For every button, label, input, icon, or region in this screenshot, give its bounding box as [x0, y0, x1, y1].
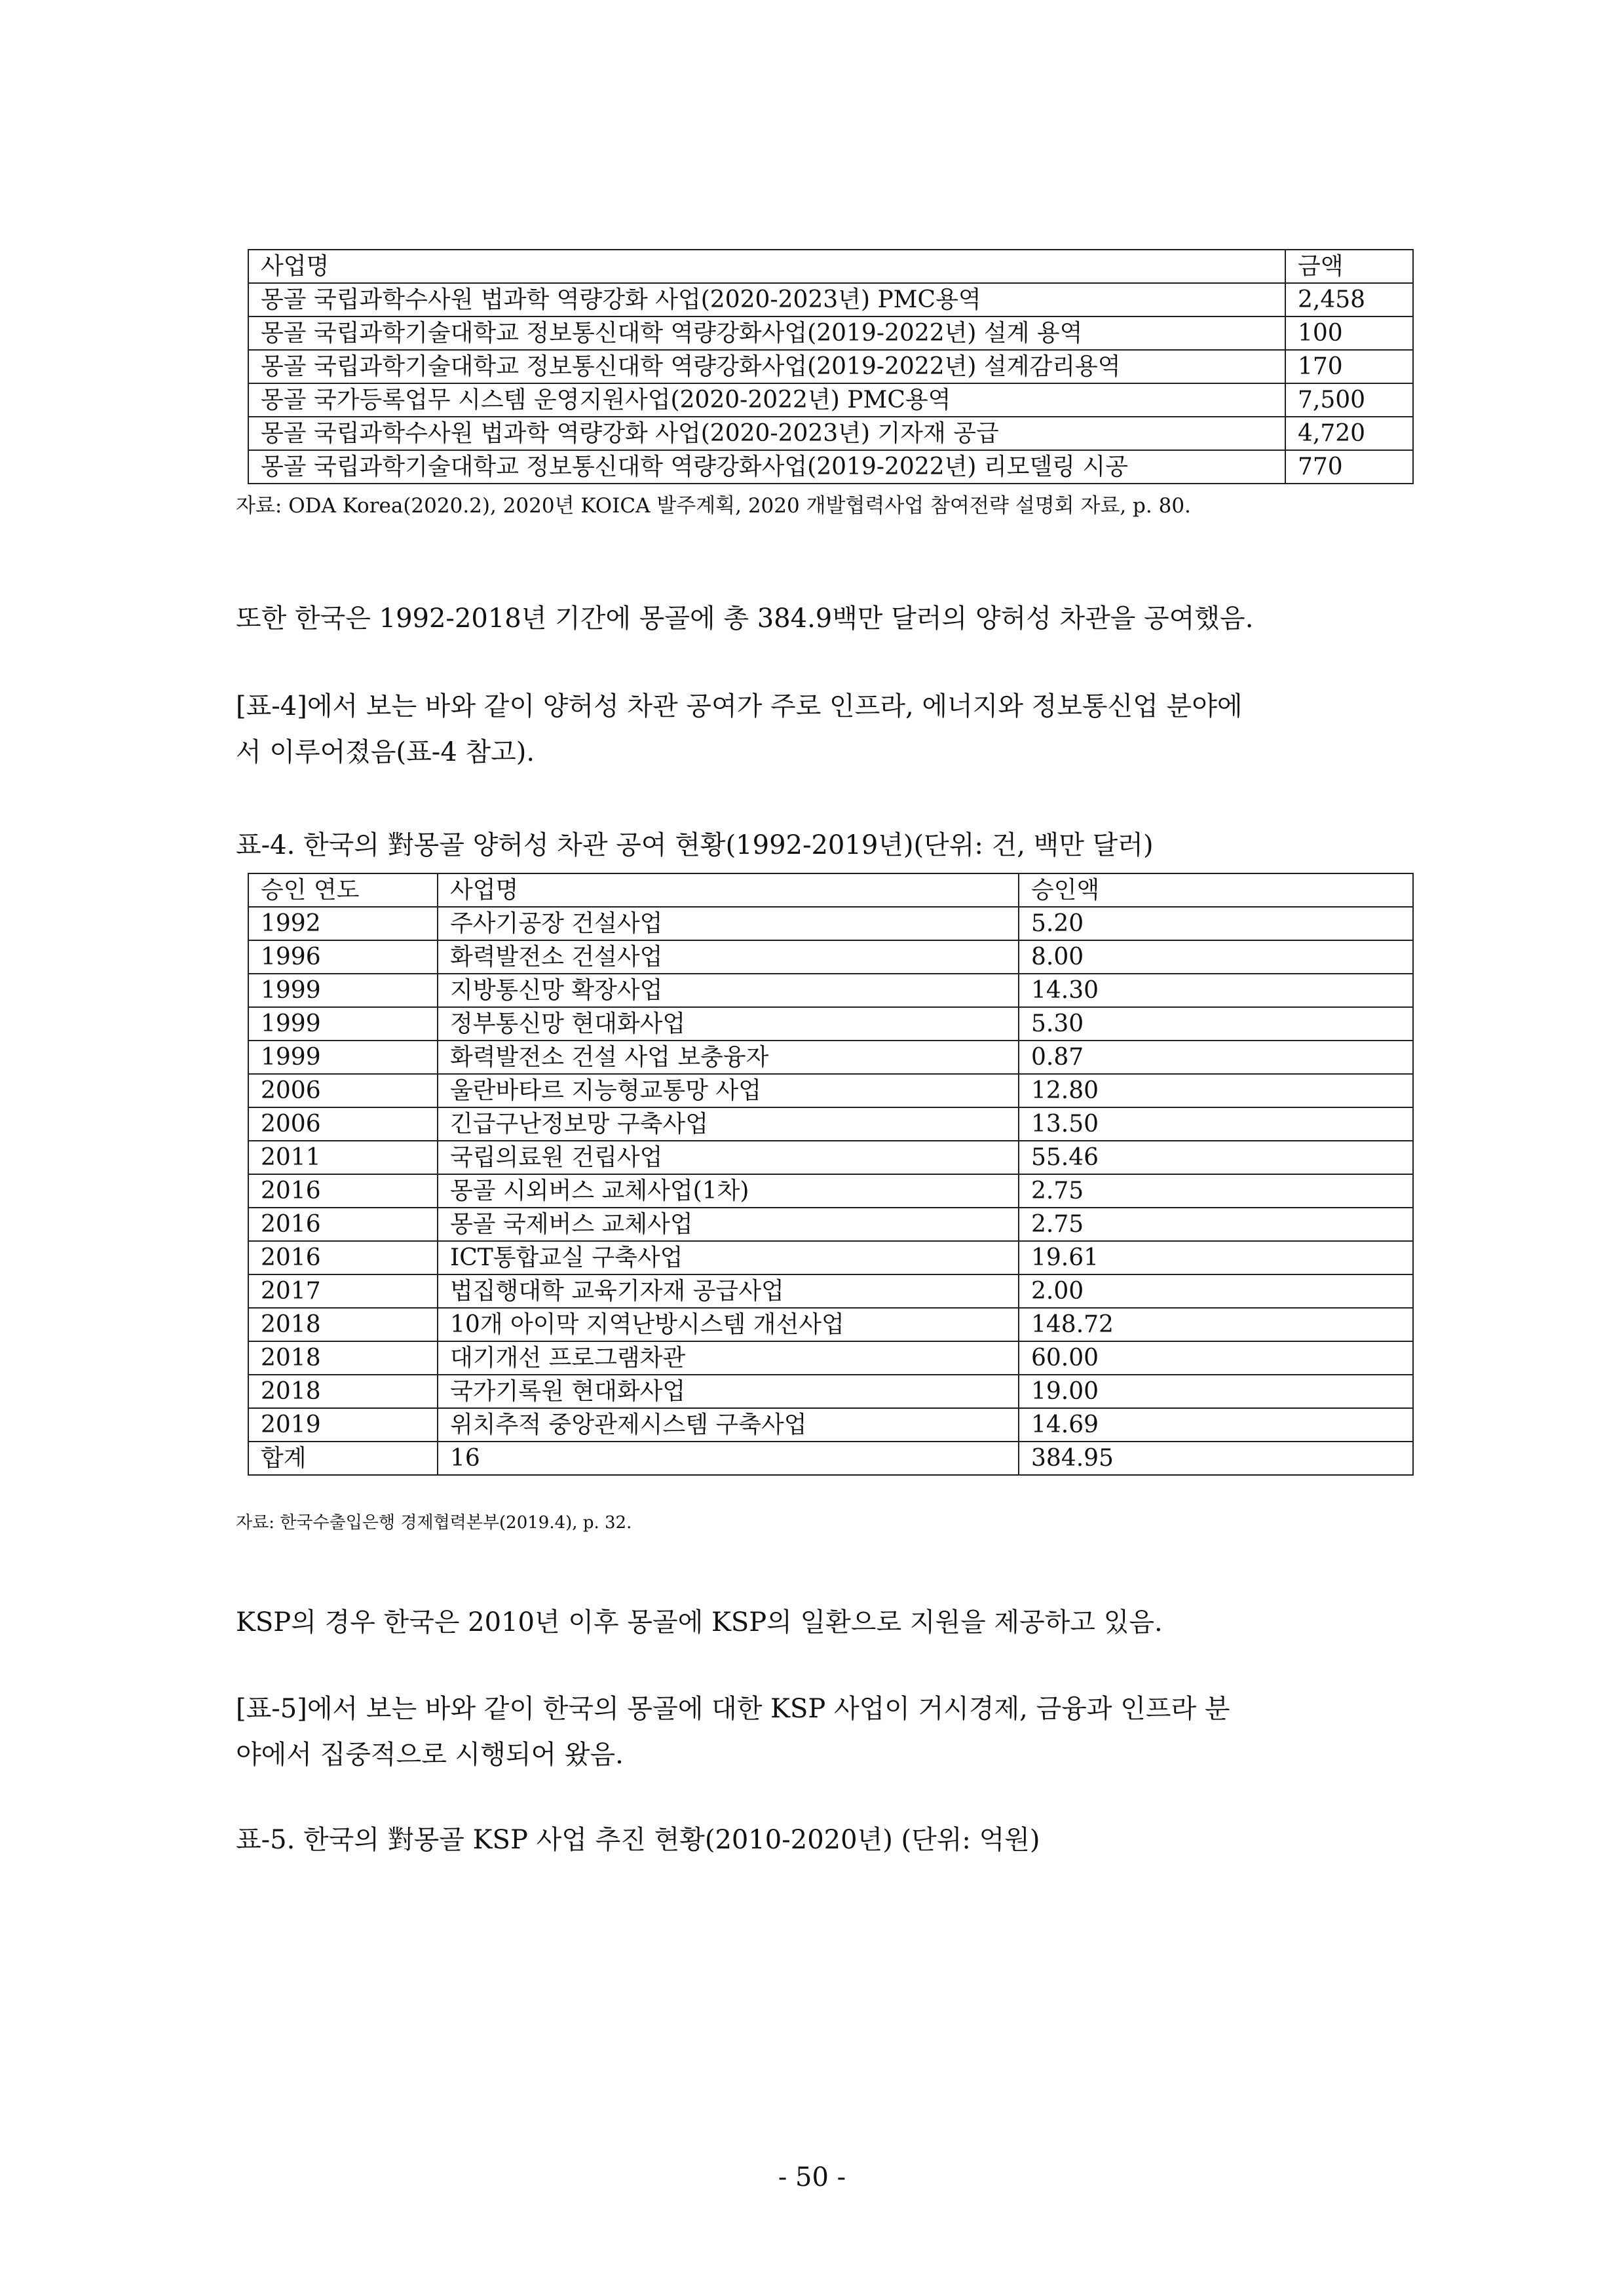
table-cell: 2016: [248, 1241, 438, 1274]
table-cell: 몽골 국제버스 교체사업: [438, 1208, 1019, 1241]
table-cell: 55.46: [1019, 1141, 1413, 1174]
table-row: [248, 1007, 1413, 1041]
table-row: [248, 1274, 1413, 1308]
table-cell: 몽골 국가등록업무 시스템 운영지원사업(2020-2022년) PMC용역: [248, 383, 1285, 417]
table-row: [248, 1442, 1413, 1475]
table-header-cell: 사업명: [438, 873, 1019, 907]
table-cell: 몽골 국립과학기술대학교 정보통신대학 역량강화사업(2019-2022년) 설계감리용역: [248, 350, 1285, 383]
table-cell: 2018: [248, 1375, 438, 1408]
paragraph-ksp-sectors-line1: [표-5]에서 보는 바와 같이 한국의 몽골에 대한 KSP 사업이 거시경제, 금융과 인프라 분: [236, 1694, 1230, 1724]
table-row: [248, 283, 1413, 316]
table-row: [248, 907, 1413, 940]
table-row: [248, 1141, 1413, 1174]
table-row: [248, 316, 1413, 350]
table-cell: 2.75: [1019, 1208, 1413, 1241]
table-cell: 14.69: [1019, 1408, 1413, 1442]
table-cell: 법집행대학 교육기자재 공급사업: [438, 1274, 1019, 1308]
table-row: [248, 1241, 1413, 1274]
table5-caption: 표-5. 한국의 對몽골 KSP 사업 추진 현황(2010-2020년) (단위: 억원): [236, 1825, 1040, 1855]
table-cell: 2.00: [1019, 1274, 1413, 1308]
table-cell: 2011: [248, 1141, 438, 1174]
table-cell: 2017: [248, 1274, 438, 1308]
table-cell: 화력발전소 건설 사업 보충융자: [438, 1041, 1019, 1074]
table-cell: 2.75: [1019, 1174, 1413, 1208]
table-cell: 1999: [248, 1007, 438, 1041]
page-number: - 50 -: [778, 2162, 846, 2192]
table-cell: 몽골 국립과학기술대학교 정보통신대학 역량강화사업(2019-2022년) 설계 용역: [248, 316, 1285, 350]
table-cell: 770: [1285, 450, 1413, 484]
table-row: [248, 974, 1413, 1007]
table-cell: 2006: [248, 1107, 438, 1141]
table-cell: 화력발전소 건설사업: [438, 940, 1019, 974]
table-cell: 19.61: [1019, 1241, 1413, 1274]
table-header-cell: 승인 연도: [248, 873, 438, 907]
table-cell: 대기개선 프로그램차관: [438, 1341, 1019, 1375]
table-cell: 몽골 국립과학수사원 법과학 역량강화 사업(2020-2023년) PMC용역: [248, 283, 1285, 316]
table-row: [248, 1208, 1413, 1241]
table-cell: 몽골 국립과학기술대학교 정보통신대학 역량강화사업(2019-2022년) 리모델링 시공: [248, 450, 1285, 484]
table-row: [248, 1174, 1413, 1208]
paragraph-loan-sectors-line1: [표-4]에서 보는 바와 같이 양허성 차관 공여가 주로 인프라, 에너지와 정보통신업 분야에: [236, 691, 1243, 721]
paragraph-loan-sectors-line2: 서 이루어졌음(표-4 참고).: [236, 737, 535, 767]
concessional-loan-table: [248, 873, 1414, 1476]
table-cell: 100: [1285, 316, 1413, 350]
table-cell: 10개 아이막 지역난방시스템 개선사업: [438, 1308, 1019, 1341]
table-cell: 2016: [248, 1174, 438, 1208]
table-cell: 12.80: [1019, 1074, 1413, 1107]
table-cell: 긴급구난정보망 구축사업: [438, 1107, 1019, 1141]
table-cell: 2,458: [1285, 283, 1413, 316]
table-cell: 19.00: [1019, 1375, 1413, 1408]
table-cell: 14.30: [1019, 974, 1413, 1007]
table-cell: 1999: [248, 974, 438, 1007]
table-cell: 2018: [248, 1341, 438, 1375]
table-cell: 정부통신망 현대화사업: [438, 1007, 1019, 1041]
table-cell: 5.30: [1019, 1007, 1413, 1041]
table-cell: 위치추적 중앙관제시스템 구축사업: [438, 1408, 1019, 1442]
table-cell: 울란바타르 지능형교통망 사업: [438, 1074, 1019, 1107]
paragraph-loan-total: 또한 한국은 1992-2018년 기간에 몽골에 총 384.9백만 달러의 양허성 차관을 공여했음.: [236, 603, 1254, 634]
table-cell: 2018: [248, 1308, 438, 1341]
table-cell: 384.95: [1019, 1442, 1413, 1475]
table-header-cell: 사업명: [248, 250, 1285, 283]
table-cell: 13.50: [1019, 1107, 1413, 1141]
table-row: [248, 1041, 1413, 1074]
table-cell: ICT통합교실 구축사업: [438, 1241, 1019, 1274]
table-cell: 몽골 시외버스 교체사업(1차): [438, 1174, 1019, 1208]
table-header-cell: 금액: [1285, 250, 1413, 283]
table-cell: 16: [438, 1442, 1019, 1475]
table-cell: 2019: [248, 1408, 438, 1442]
table-row: [248, 350, 1413, 383]
table-row: [248, 940, 1413, 974]
table-row: [248, 383, 1413, 417]
table-cell: 지방통신망 확장사업: [438, 974, 1019, 1007]
table-header-cell: 승인액: [1019, 873, 1413, 907]
table-row: [248, 1074, 1413, 1107]
ksp-tender-table: [248, 249, 1414, 484]
table-cell: 60.00: [1019, 1341, 1413, 1375]
table-cell: 주사기공장 건설사업: [438, 907, 1019, 940]
paragraph-ksp-sectors-line2: 야에서 집중적으로 시행되어 왔음.: [236, 1740, 624, 1770]
table-row: [248, 1107, 1413, 1141]
paragraph-ksp-intro: KSP의 경우 한국은 2010년 이후 몽골에 KSP의 일환으로 지원을 제공하고 있음.: [236, 1607, 1163, 1637]
table-cell: 4,720: [1285, 417, 1413, 450]
table-cell: 국가기록원 현대화사업: [438, 1375, 1019, 1408]
table-row: [248, 1341, 1413, 1375]
table-header-row: [248, 250, 1413, 283]
table-cell: 0.87: [1019, 1041, 1413, 1074]
table-cell: 1996: [248, 940, 438, 974]
table-row: [248, 1408, 1413, 1442]
table-cell: 1992: [248, 907, 438, 940]
table-cell: 2006: [248, 1074, 438, 1107]
table4-source: 자료: 한국수출입은행 경제협력본부(2019.4), p. 32.: [236, 1513, 632, 1533]
table-row: [248, 1308, 1413, 1341]
table-cell: 몽골 국립과학수사원 법과학 역량강화 사업(2020-2023년) 기자재 공급: [248, 417, 1285, 450]
table-cell: 2016: [248, 1208, 438, 1241]
table-cell: 170: [1285, 350, 1413, 383]
table-row: [248, 1375, 1413, 1408]
table-row: [248, 417, 1413, 450]
table3-source: 자료: ODA Korea(2020.2), 2020년 KOICA 발주계획, 2020 개발협력사업 참여전략 설명회 자료, p. 80.: [236, 494, 1191, 518]
table4-caption: 표-4. 한국의 對몽골 양허성 차관 공여 현황(1992-2019년)(단위: 건, 백만 달러): [236, 830, 1154, 860]
table-cell: 148.72: [1019, 1308, 1413, 1341]
table-header-row: [248, 873, 1413, 907]
table-cell: 국립의료원 건립사업: [438, 1141, 1019, 1174]
table-row: [248, 450, 1413, 484]
table-cell: 7,500: [1285, 383, 1413, 417]
table-cell: 8.00: [1019, 940, 1413, 974]
table-cell: 합계: [248, 1442, 438, 1475]
table-cell: 1999: [248, 1041, 438, 1074]
table-cell: 5.20: [1019, 907, 1413, 940]
